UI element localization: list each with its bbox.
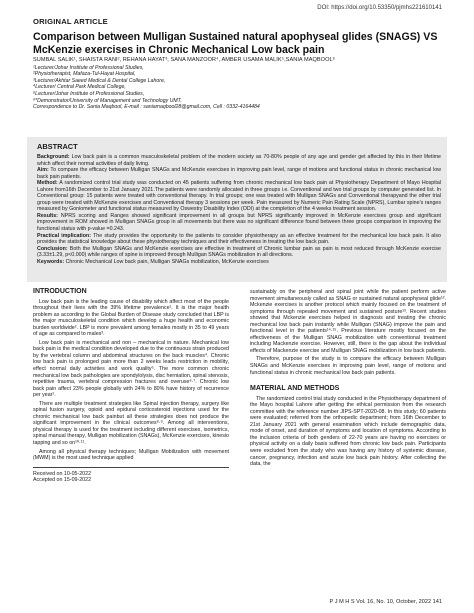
results-label: Results: xyxy=(37,212,58,219)
affiliation-6: ⁶*Demonstrator/University of Management and Technology UMT. xyxy=(33,97,182,104)
methods-heading: MATERIAL AND METHODS xyxy=(250,385,340,393)
correspondence: Correspondence to Dr. Sania Maqbool, E-mail : saniamaqbool28@gmail.com, Cell : 0332-4164484 xyxy=(33,104,260,111)
intro-continued-paragraph: sustainably on the peripheral and spinal joint while the patient perform active movement simultaneously called as SNAG or sustained natural apophyseal glide¹². Mckenzie exercises is another protocol which mainly focused on the treatment of symptoms through repeated movement and sustained posture¹³. Recent studies showed that Mckenzie exercises helped in diagnosis and treating the chronic mechanical low back pain instantly while Mulligan (SNAG) improve the pain and functional level in the patients¹⁴·¹⁵. Previous literature mostly focused on the effectiveness of the Mulligan SNAG mobilization with conventional treatment including Mackenzie exercise. However, still, there is the gap about the individual effects of Mackenzie exercise and Mulligan SNAG mobilization in low back patients. xyxy=(250,289,446,354)
abstract-keywords xyxy=(37,259,441,266)
authors-block xyxy=(33,57,443,111)
method-label: Method: xyxy=(37,180,58,187)
paper-title: Comparison between Mulligan Sustained natural apophyseal glides (SNAGS) VS McKenzie exercises in Chronic Mechanical Low back pain xyxy=(33,31,438,56)
intro-paragraph-3: There are multiple treatment strategies like Spinal injection therapy, surgery like spinal fusion surgery, opioid and epidural corticosteroid injections used for the chronic mechanical low back painbut all these strategies does not produce the significant improvement in the clinical outcomes⁸·⁹. Among all interventions, physical therapy is used for the treatment including different exercises, isometrics, spinal manual therapy, Mulligan mobilization (SNAGs), McKenzie exercises, kinesio tapping and so on¹⁰·¹¹. xyxy=(33,400,229,447)
aim-text: To compare the efficacy between Mulligan SNAGs and McKenzie exercises in improving pain level, range of motions and functional status in chronic mechanical low back pain patients. xyxy=(37,167,441,180)
abstract-body xyxy=(37,154,441,265)
affiliation-2: ²Physiotherapist, Mafaza-Tul-Hayat Hospital, xyxy=(33,71,136,78)
background-text: Low back pain is a common musculoskeletal problem of the modern society as 70-80% people of any age and gender get affected by this in their lifetime which affect their normal activities of daily living. xyxy=(37,154,441,167)
abstract-background xyxy=(37,154,441,167)
intro-paragraph-2: Low back pain is mechanical and non – mechanical in nature. Mechanical low back pain is the medical condition developed due to the continuous strain produced by the vertebral column and abdominal structures on the back muscles⁴. Chronic low back pain is prolonged pain more than 2 weeks leads restriction in mobility, effect normal daily activities and work quality⁵. The more common chronic mechanical low back pathologies are spondylolysis, disc herniation, spinal stenosis, repetitive trauma, vertebral compression fractures and overuse⁶·⁷. Chronic low back pain affect 23% people globally with 24% to 80% have history of recurrence per year¹. xyxy=(33,339,229,399)
right-column xyxy=(250,289,446,470)
intro-paragraph-1: Low back pain is the leading cause of disability which affect most of the people throughout their lives with the 39% lifetime prevalence¹. It is the major health problem as according to the Global Burden of Disease study concluded that LBP is the major musculoskeletal condition which develop a huge health and economic burden worldwide². LBP is more prevalent among females mostly in 35 to 49 years of age as compared to males³. xyxy=(33,298,229,338)
accepted-date: Accepted on 15-09-2022 xyxy=(33,477,92,484)
author-list: SUMBAL SALIK¹, SHAISTA RANI², REHANA HAYAT³, SANA MANZOOR⁴, AMBER USAMA MALIK⁵,SANIA MAQBOOL⁶ xyxy=(33,57,335,63)
received-date: Received on 10-05-2022 xyxy=(33,470,92,477)
aim-label: Aim: xyxy=(37,167,49,174)
left-column xyxy=(33,289,229,484)
doi-link[interactable]: DOI: https://doi.org/10.53350/pjmhs221610141 xyxy=(317,5,442,11)
affiliation-3: ³Lecturer/Akhtar Saeed Medical & Dental College Lahore, xyxy=(33,77,166,84)
affiliation-4: ⁴Lecturer/ Central Park Medical College, xyxy=(33,84,126,91)
results-text: NPRS scoring and Ranges showed significant improvement in all groups but NPRS significantly improved in McKenzie exercises group and significant improvement in ROM showed in Mulligan SNAGs group in all movements but there was no significant difference found between three groups comparison in improving the functional status with p-value =0.243. xyxy=(37,212,441,233)
practical-label: Practical implication: xyxy=(37,232,91,239)
keywords-text: Chronic Mechanical Low back pain, Mulligan SNAGs mobilization, McKenzie exercises xyxy=(65,258,269,265)
keywords-label: Keywords: xyxy=(37,258,65,265)
conclusion-label: Conclusion: xyxy=(37,245,68,252)
introduction-heading: INTRODUCTION xyxy=(33,288,87,295)
practical-text: The study provides the opportunity to the patients to consider physiotherapy as an effective treatment for the mechanical low back pain. It also provides the statistical knowledge about these physiotherapy techniques and their effectiveness in treating the low back pain. xyxy=(37,232,441,246)
methods-paragraph: The randomized control trial study conducted in the Physiotherapy department of the Mayo hospital Lahore after getting the ethical permission from the research committee with the reference number JIPS-SPT-2020-08. In this study; 60 patients were evaluated; referred from the orthopedic department; from 16th December to 21st January 2021 with general examination which include demographic data, mode of onset, and duration of symptoms and location of symptoms. According to the inclusion criteria of both genders of 22-70 years are having no exercises or physical activity on a daily basis suffered from chronic low back pain. Participants were excluded from the study who was having any history of systemic disease, cancer, pregnancy, infection and acute low back pain history. After collecting the data, the xyxy=(250,395,446,468)
affiliation-5: ⁵Lecturer/Johar Institute of Professional Studies, xyxy=(33,90,145,97)
intro-paragraph-4: Among all physical therapy techniques; Mulligan Mobilization with movement (MWM) is the most used technique applied xyxy=(33,448,229,462)
abstract-aim xyxy=(37,167,441,180)
article-type-label: ORIGINAL ARTICLE xyxy=(33,17,108,26)
affiliation-1: ¹Lecturer/Johar Institute of Professional Studies, xyxy=(33,64,144,71)
abstract-heading: ABSTRACT xyxy=(37,142,78,151)
abstract-results xyxy=(37,213,441,233)
abstract-conclusion xyxy=(37,246,441,259)
abstract-practical xyxy=(37,233,441,246)
method-text: A randomized control trial study was conducted on 45 patients suffering from chronic mechanical low back pain at Physiotherapy Department of Mayo Hospital Lahore from16th December to 21st January 2021.The patients were randomly allocated in three groups i.e. Conventional and two trial groups by computer generated list. In Conventional group: 15 patients were treated with conventional therapy. In trial groups; one was treated with Mulligan SNAGs and Conventional therapyand the other trial group were treated with McKenzie exercises and Conventional therapy 3 sessions per week. Pain measured by Numeric Pain Rating Scale (NPRS), Lumbar spine's ranges measured by Goniometer and functional status measured by Oswestry Disability Index (ODI) at the completion of the 4 weeks treatment session. xyxy=(37,180,441,213)
purpose-paragraph: Therefore, purpose of the study is to compare the efficacy between Mulligan SNAGs and McKenzie exercises in improving pain level, range of motions and functional status in chronic mechanical low back pain patients. xyxy=(250,356,446,376)
page-footer: P J M H S Vol. 16, No. 10, October, 2022 141 xyxy=(329,599,442,605)
footnote-divider xyxy=(33,467,229,468)
conclusion-text: Both the Mulligan SNAGs and McKenzie exercises are effective in treatment of Chronic lumbar pain as pain is most reduced through McKenzie exercise (3.33±1.29, p<0.000) while ranges of spine is improved through Mulligan SNAGs mobilization in all directions. xyxy=(37,245,441,259)
background-label: Background: xyxy=(37,154,70,160)
abstract-method xyxy=(37,180,441,213)
